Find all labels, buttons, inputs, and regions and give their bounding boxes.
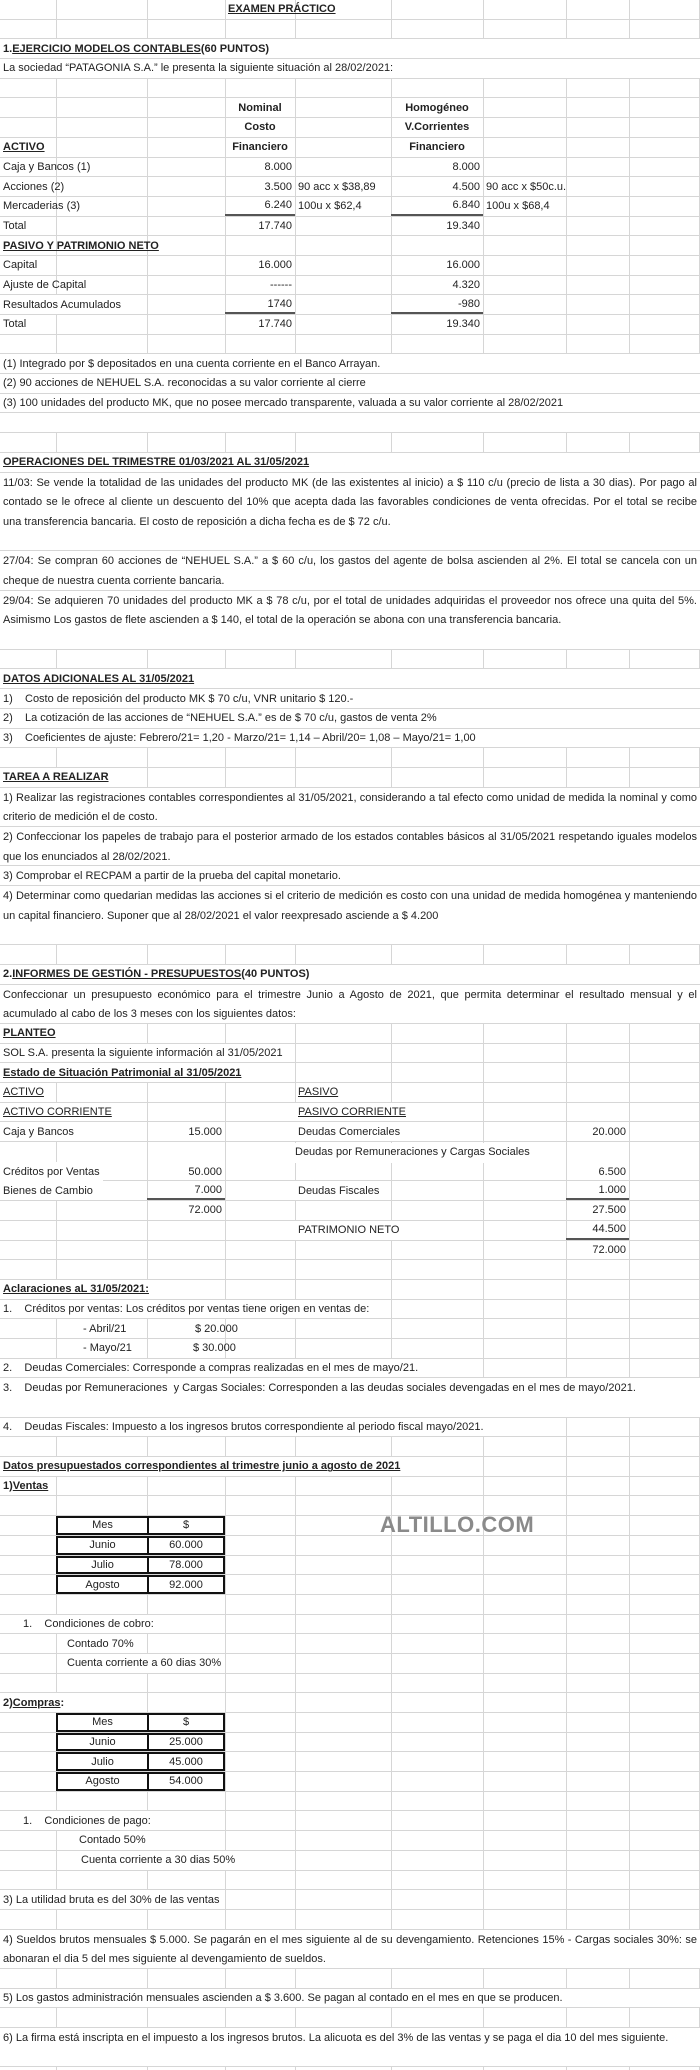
- col-header-financiero-2: Financiero: [409, 141, 465, 154]
- cell-text: ------: [270, 278, 292, 291]
- sheet-row: [0, 473, 700, 552]
- cobro-contado: Contado 70%: [64, 1634, 137, 1653]
- sheet-row: [0, 1674, 700, 1694]
- cell-text: 72.000: [592, 1243, 626, 1256]
- condiciones-pago: 1. Condiciones de pago:: [20, 1811, 154, 1830]
- tarea-4: 4) Determinar como quedarian medidas las acciones si el criterio de medición es costo con una unidad de medida homogénea y manteniendo un capital financiero. Suponer que al 28/02/2021 el valor reexpresado asciende a $ 4.200: [3, 890, 697, 922]
- sheet-row: [0, 1280, 700, 1300]
- table-row: [0, 1556, 700, 1576]
- sheet-row: [0, 1260, 700, 1280]
- cell-text: 100u x $62,4: [298, 200, 362, 213]
- cell-text: Mercaderias (3): [3, 200, 81, 213]
- cell-text: 1.000: [566, 1181, 629, 1200]
- table-row: [0, 158, 700, 178]
- pasivo-corriente-label: PASIVO CORRIENTE: [295, 1103, 409, 1122]
- cell-text: Total: [3, 318, 27, 331]
- sheet-row: [0, 354, 700, 374]
- table-row: [0, 315, 700, 335]
- section1-intro: La sociedad “PATAGONIA S.A.” le presenta la siguiente situación al 28/02/2021:: [3, 62, 394, 75]
- sheet-row: [0, 1851, 700, 1871]
- table-row: [0, 1752, 700, 1772]
- table-row: [0, 1575, 700, 1595]
- cell-text: Bienes de Cambio: [0, 1181, 96, 1200]
- sheet-row: [0, 1063, 700, 1083]
- cell-text: 7.000: [147, 1181, 225, 1200]
- cell-text: Caja y Bancos (1): [3, 160, 91, 173]
- cell-text: Ventas: [12, 1480, 49, 1493]
- ventas-table-header: [0, 1512, 700, 1538]
- pasivo-label: PASIVO: [298, 1086, 339, 1099]
- cell-text: 54.000: [147, 1772, 225, 1791]
- estado-heading: Estado de Situación Patrimonial al 31/05/2021: [0, 1063, 244, 1082]
- cell-text: Acciones (2): [3, 180, 65, 193]
- cell-text: Deudas Comerciales: [295, 1122, 403, 1141]
- table-row: [0, 1142, 700, 1181]
- list-item: [0, 709, 700, 729]
- sheet-row: [0, 1831, 700, 1851]
- sheet-row: [0, 669, 700, 689]
- cell-text: $: [147, 1713, 225, 1732]
- sheet-row: [0, 827, 700, 866]
- cell-text: (60 PUNTOS): [200, 42, 270, 55]
- cell-text: 1): [3, 1480, 13, 1493]
- cell-text: 92.000: [147, 1575, 225, 1594]
- table-row: [0, 276, 700, 296]
- cell-text: Julio: [56, 1752, 149, 1771]
- cell-text: La cotización de las acciones de “NEHUEL S.A.” es de $ 70 c/u, gastos de venta 2%: [25, 712, 437, 725]
- sheet-row: [0, 1634, 700, 1654]
- table-row: [0, 1241, 700, 1261]
- cell-text: (40 PUNTOS): [241, 968, 310, 981]
- sheet-row: [0, 374, 700, 394]
- cell-text: 1): [3, 692, 13, 705]
- cell-text: 6.240: [225, 197, 295, 216]
- sheet-row: [0, 1930, 700, 1969]
- pago-cuenta-corriente: Cuenta corriente a 30 dias 50%: [78, 1851, 238, 1870]
- altillo-watermark: ALTILLO.COM: [380, 1512, 535, 1538]
- sheet-row: [0, 0, 700, 20]
- sheet-row: [0, 1457, 700, 1477]
- sheet-row: [0, 1910, 700, 1930]
- sheet-row: [0, 591, 700, 650]
- ventas-heading: [0, 1477, 51, 1496]
- cell-text: 27.500: [592, 1204, 626, 1217]
- planteo-heading: PLANTEO: [0, 1024, 59, 1043]
- table-row: [0, 1201, 700, 1221]
- aclaraciones-heading: Aclaraciones aL 31/05/2021:: [0, 1280, 152, 1299]
- sheet-row: [0, 1378, 700, 1417]
- sheet-row: [0, 335, 700, 355]
- cell-text: EJERCICIO MODELOS CONTABLES: [12, 42, 201, 55]
- aclaracion-4: 4. Deudas Fiscales: Impuesto a los ingresos brutos correspondiente al periodo fiscal mayo/2021.: [0, 1418, 487, 1437]
- sheet-row: [0, 394, 700, 414]
- cell-text: 72.000: [188, 1204, 222, 1217]
- col-header-vcorrientes: V.Corrientes: [404, 121, 470, 134]
- sheet-row: [0, 1654, 700, 1674]
- tarea-2: 2) Confeccionar los papeles de trabajo para el posterior armado de los estados contables básicos al 31/05/2021 respetando iguales modelos que los enunciados al 28/02/2021.: [3, 830, 697, 863]
- sheet-row: [0, 886, 700, 945]
- operation-2904: 29/04: Se adquieren 70 unidades del producto MK a $ 78 c/u, por el total de unidades adquiridas el proveedor nos ofrece una quita del 5%. Asimismo Los gastos de flete ascienden a $ 140, el total de la operación se abona con una transferencia bancaria.: [3, 594, 697, 627]
- note-1: (1) Integrado por $ depositados en una cuenta corriente en el Banco Arrayan.: [3, 357, 381, 370]
- cell-text: 2): [3, 1696, 13, 1709]
- sheet-row: [0, 1103, 700, 1123]
- sheet-row: [0, 866, 700, 886]
- cell-text: 44.500: [566, 1221, 629, 1240]
- cell-text: 2.: [3, 968, 13, 981]
- sheet-row: [0, 433, 700, 453]
- sheet-row: [0, 98, 700, 118]
- cell-text: 90 acc x $38,89: [298, 180, 376, 193]
- cell-text: Total: [3, 219, 27, 232]
- compras-table-header: [0, 1713, 700, 1733]
- sheet-row: [0, 1615, 700, 1635]
- sheet-row: [0, 945, 700, 965]
- cell-text: 6.840: [391, 197, 483, 216]
- aclaracion-3: 3. Deudas por Remuneraciones y Cargas Sociales: Corresponden a las deudas sociales devengadas en el mes de mayo/2021.: [3, 1382, 636, 1395]
- cell-text: 8.000: [264, 160, 292, 173]
- col-header-costo: Costo: [244, 121, 276, 134]
- sheet-row: [0, 1437, 700, 1457]
- cell-text: 15.000: [188, 1125, 222, 1138]
- note-2: (2) 90 acciones de NEHUEL S.A. reconocidas a su valor corriente al cierre: [3, 377, 366, 390]
- cell-text: 1.: [3, 42, 13, 55]
- aclaracion-1: 1. Créditos por ventas: Los créditos por ventas tiene origen en ventas de:: [0, 1300, 372, 1319]
- cell-text: 3): [3, 731, 13, 744]
- cell-text: 2): [3, 712, 13, 725]
- cell-text: 16.000: [446, 259, 480, 272]
- cell-text: :: [60, 1696, 65, 1709]
- activo-label: ACTIVO: [3, 1086, 44, 1099]
- datos-adicionales-heading: DATOS ADICIONALES AL 31/05/2021: [3, 672, 195, 685]
- sheet-row: [0, 650, 700, 670]
- cell-text: $ 30.000: [193, 1342, 236, 1355]
- table-row: [0, 1536, 700, 1556]
- sheet-row: [0, 748, 700, 768]
- cell-text: Agosto: [56, 1772, 149, 1791]
- table-row: [0, 1122, 700, 1142]
- sheet-row: [0, 1595, 700, 1615]
- cell-text: Julio: [56, 1556, 149, 1575]
- datos-presupuestados-heading: Datos presupuestados correspondientes al trimestre junio a agosto de 2021: [0, 1457, 403, 1476]
- cell-text: 20.000: [592, 1125, 626, 1138]
- list-item: [0, 1339, 700, 1359]
- pago-contado: Contado 50%: [76, 1831, 149, 1850]
- table-row: [0, 295, 700, 315]
- sheet-row: [0, 1989, 700, 2009]
- section2-heading: [0, 965, 312, 984]
- col-header-homogeneo: Homogéneo: [405, 101, 469, 114]
- cell-text: INFORMES DE GESTIÓN - PRESUPUESTOS: [12, 968, 242, 981]
- cell-text: Deudas Fiscales: [295, 1181, 382, 1200]
- punto-4: 4) Sueldos brutos mensuales $ 5.000. Se pagarán en el mes siguiente al de su devengamiento. Retenciones 15% - Cargas sociales 30%: se abonaran el dia 5 del mes siguiente al devengamiento de sueldos.: [3, 1933, 697, 1966]
- cell-text: Capital: [3, 259, 38, 272]
- operaciones-heading: OPERACIONES DEL TRIMESTRE 01/03/2021 AL 31/05/2021: [3, 456, 310, 469]
- sheet-row: [0, 1044, 700, 1064]
- table-row: [0, 1733, 700, 1753]
- cell-text: -980: [391, 295, 483, 314]
- section2-intro: Confeccionar un presupuesto económico para el trimestre Junio a Agosto de 2021, que permita determinar el resultado mensual y el acumulado al cabo de los 3 meses con los siguientes datos:: [3, 988, 697, 1021]
- activo-corriente-label: ACTIVO CORRIENTE: [0, 1103, 115, 1122]
- col-header-nominal: Nominal: [238, 101, 282, 114]
- sheet-row: [0, 1496, 700, 1516]
- cell-text: 19.340: [446, 219, 480, 232]
- sheet-row: [0, 1792, 700, 1812]
- cell-text: Mes: [56, 1713, 149, 1732]
- punto-6: 6) La firma está inscripta en el impuesto a los ingresos brutos. La alicuota es del 3% de las ventas y se paga el dia 10 del mes siguiente.: [3, 2032, 669, 2045]
- sheet-row: [0, 768, 700, 788]
- condiciones-cobro: 1. Condiciones de cobro:: [20, 1615, 157, 1634]
- compras-heading: [0, 1693, 67, 1712]
- sheet-row: [0, 236, 700, 256]
- sheet-row: [0, 79, 700, 99]
- list-item: [0, 689, 700, 709]
- note-3: (3) 100 unidades del producto MK, que no posee mercado transparente, valuada a su valor corriente al 28/02/2021: [3, 397, 564, 410]
- sheet-row: [0, 59, 700, 79]
- col-header-financiero: Financiero: [232, 141, 288, 154]
- cell-text: 6.500: [598, 1165, 626, 1178]
- cell-text: 19.340: [446, 318, 480, 331]
- pasivo-heading: PASIVO Y PATRIMONIO NETO: [3, 239, 159, 252]
- punto-5: 5) Los gastos administración mensuales ascienden a $ 3.600. Se pagan al contado en el mes en que se producen.: [3, 1992, 563, 2004]
- cell-text: Deudas por Remuneraciones y Cargas Sociales: [295, 1143, 566, 1163]
- cell-text: 78.000: [147, 1556, 225, 1575]
- cell-text: Costo de reposición del producto MK $ 70 c/u, VNR unitario $ 120.-: [25, 692, 354, 705]
- cell-text: Junio: [56, 1536, 149, 1555]
- sheet-row: [0, 1811, 700, 1831]
- cell-text: 25.000: [147, 1733, 225, 1752]
- sheet-row: [0, 788, 700, 827]
- cell-text: 90 acc x $50c.u.: [486, 180, 567, 193]
- cell-text: 100u x $68,4: [486, 200, 550, 213]
- cell-text: 8.000: [452, 160, 480, 173]
- cell-text: $: [147, 1516, 225, 1535]
- cell-text: 3.500: [264, 180, 292, 193]
- cell-text: PATRIMONIO NETO: [295, 1221, 402, 1240]
- cell-text: Junio: [56, 1733, 149, 1752]
- cell-text: 1740: [225, 295, 295, 314]
- tarea-3: 3) Comprobar el RECPAM a partir de la prueba del capital monetario.: [3, 869, 341, 882]
- table-row: [0, 256, 700, 276]
- operation-1103: 11/03: Se vende la totalidad de las unidades del producto MK (de las existentes al inicio) a $ 110 c/u (precio de lista a 30 dias). Por pago al contado se le ofrece al cliente un descuento del 10% que acepta dada las favorables condiciones de venta ofrecidas. Por el total se recibe una transferencia bancaria. El costo de reposición a dicha fecha es de $ 72 c/u.: [3, 476, 697, 528]
- table-row: [0, 1221, 700, 1241]
- cell-text: 50.000: [188, 1165, 222, 1178]
- tarea-heading: TAREA A REALIZAR: [0, 768, 112, 787]
- cell-text: Mes: [56, 1516, 149, 1535]
- cobro-cuenta-corriente: Cuenta corriente a 60 dias 30%: [64, 1654, 224, 1673]
- operation-2704: 27/04: Se compran 60 acciones de “NEHUEL S.A.” a $ 60 c/u, los gastos del agente de bolsa ascienden al 2%. El total se cancela con un cheque de nuestra cuenta corriente bancaria.: [3, 555, 697, 587]
- sheet-row: [0, 413, 700, 433]
- sheet-row: [0, 1300, 700, 1320]
- tarea-1: 1) Realizar las registraciones contables correspondientes al 31/05/2021, considerando a tal efecto como unidad de medida la nominal y como criterio de medición el de costo.: [3, 791, 697, 824]
- cell-text: - Abril/21: [83, 1322, 127, 1335]
- sheet-row: [0, 1359, 700, 1379]
- cell-text: Créditos por Ventas: [0, 1162, 103, 1182]
- table-row: [0, 1181, 700, 1201]
- aclaracion-2: 2. Deudas Comerciales: Corresponde a compras realizadas en el mes de mayo/21.: [0, 1359, 421, 1378]
- sheet-row: [0, 985, 700, 1024]
- sheet-row: [0, 1969, 700, 1989]
- punto-3: 3) La utilidad bruta es del 30% de las ventas: [0, 1890, 222, 1909]
- cell-text: - Mayo/21: [83, 1342, 132, 1355]
- exam-title: EXAMEN PRÁCTICO: [228, 3, 336, 16]
- table-row: [0, 217, 700, 237]
- cell-text: 45.000: [147, 1752, 225, 1771]
- cell-text: Caja y Bancos: [0, 1122, 77, 1141]
- sheet-row: [0, 1418, 700, 1438]
- sheet-row: [0, 1024, 700, 1044]
- sheet-row: [0, 453, 700, 473]
- cell-text: Ajuste de Capital: [3, 278, 87, 291]
- cell-text: 16.000: [258, 259, 292, 272]
- sol-intro: SOL S.A. presenta la siguiente información al 31/05/2021: [0, 1044, 286, 1063]
- cell-text: 17.740: [258, 219, 292, 232]
- table-row: [0, 1772, 700, 1792]
- cell-text: $ 20.000: [195, 1322, 238, 1335]
- sheet-row: [0, 1890, 700, 1910]
- sheet-row: [0, 1477, 700, 1497]
- cell-text: 4.500: [452, 180, 480, 193]
- sheet-row: [0, 1871, 700, 1891]
- list-item: [0, 1319, 700, 1339]
- table-row: [0, 197, 700, 217]
- section1-heading: [0, 39, 272, 58]
- sheet-row: [0, 965, 700, 985]
- table-row: [0, 177, 700, 197]
- sheet-row: [0, 20, 700, 40]
- sheet-row: [0, 138, 700, 158]
- cell-text: Coeficientes de ajuste: Febrero/21= 1,20 - Marzo/21= 1,14 – Abril/20= 1,08 – Mayo/21= 1,00: [25, 731, 476, 744]
- sheet-row: [0, 1083, 700, 1103]
- cell-text: Compras: [12, 1696, 61, 1709]
- sheet-row: [0, 2008, 700, 2028]
- sheet-row: [0, 118, 700, 138]
- list-item: [0, 729, 700, 749]
- sheet-row: [0, 551, 700, 590]
- sheet-row: [0, 1693, 700, 1713]
- sheet-row: [0, 2028, 700, 2067]
- cell-text: 17.740: [258, 318, 292, 331]
- cell-text: 4.320: [452, 278, 480, 291]
- activo-heading: ACTIVO: [3, 141, 45, 154]
- cell-text: Agosto: [56, 1575, 149, 1594]
- sheet-row: [0, 39, 700, 59]
- cell-text: 60.000: [147, 1536, 225, 1555]
- cell-text: Resultados Acumulados: [0, 295, 124, 314]
